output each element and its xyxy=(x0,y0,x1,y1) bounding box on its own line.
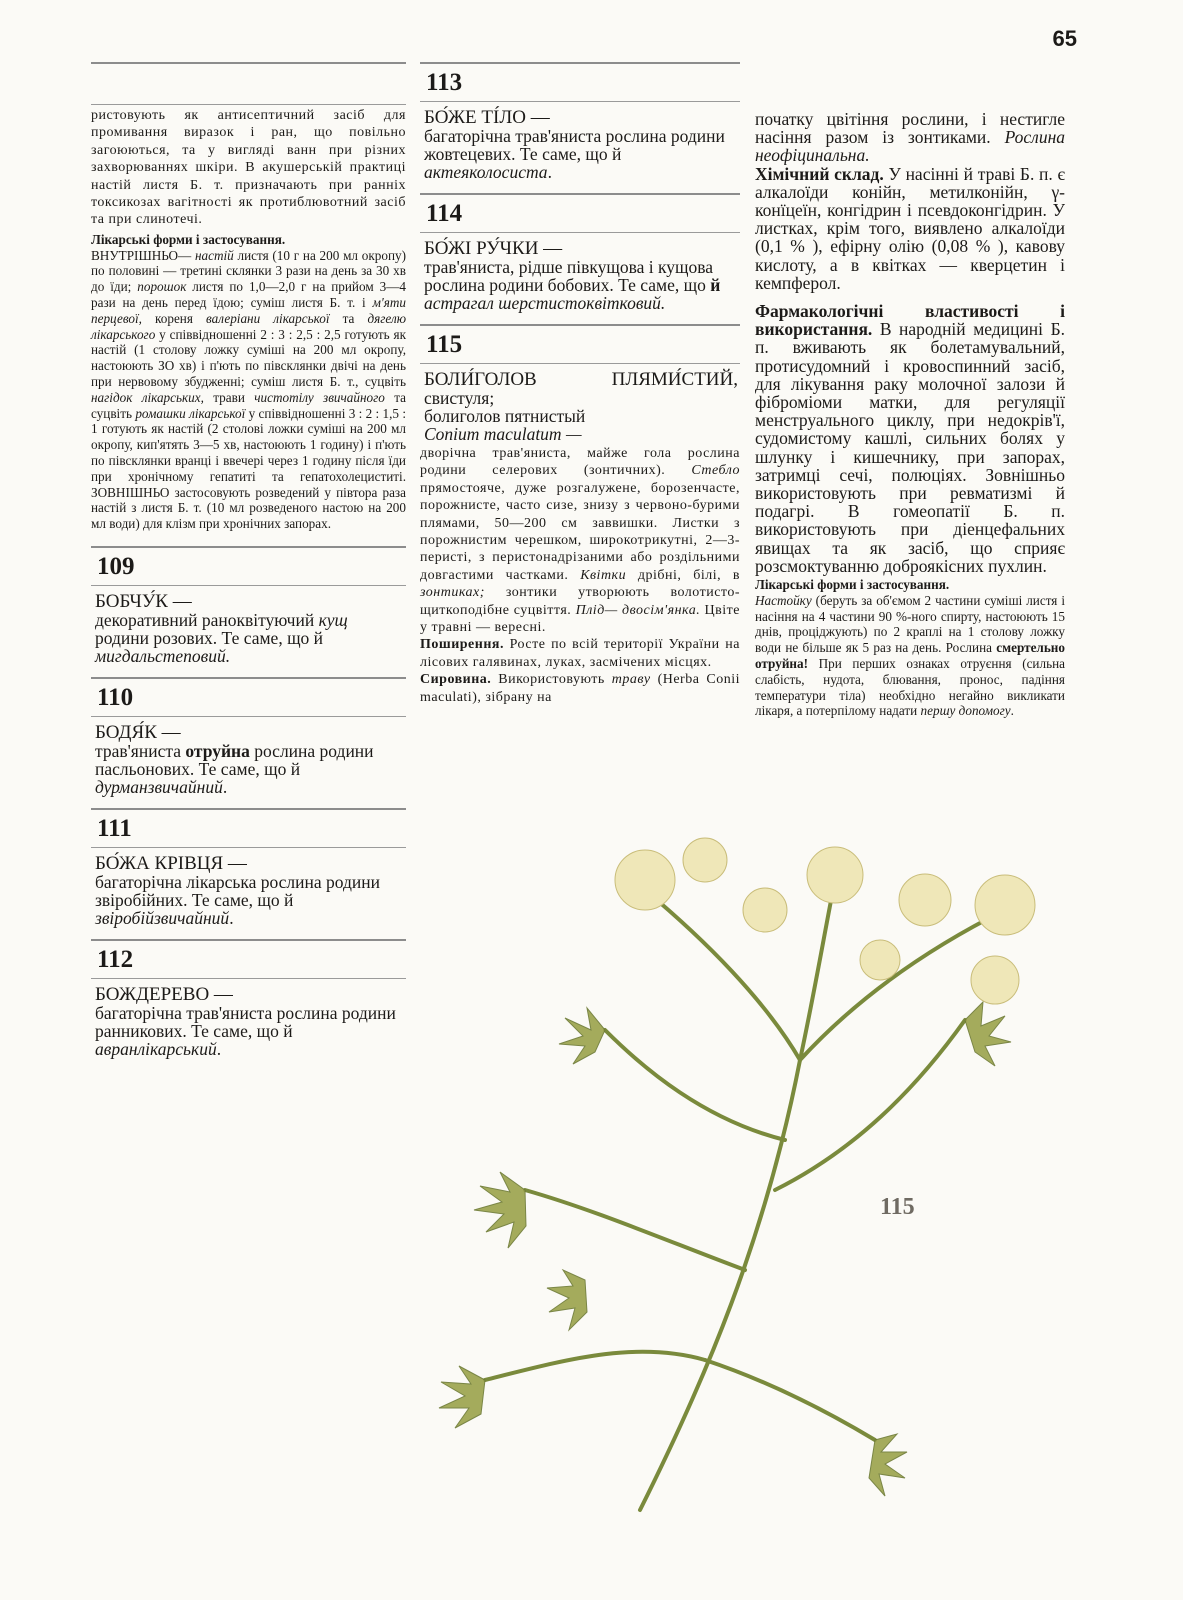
text-run: декоративний раноквітуючий xyxy=(95,609,319,630)
plant-leaves xyxy=(439,1002,1011,1496)
text-run: багаторічна лікарська рослина родини звіробійних. Те саме, що й xyxy=(95,871,381,910)
italic-run: траву xyxy=(611,672,651,688)
text-run: ВНУТРІШНЬО— xyxy=(91,247,195,263)
entry-number: 111 xyxy=(97,814,132,842)
text-run: . xyxy=(216,1038,222,1059)
column-middle xyxy=(420,62,740,718)
entry-114 xyxy=(420,195,740,312)
entry-definition xyxy=(424,127,740,181)
chemistry-title: Хімічний склад. xyxy=(755,163,884,184)
entry-rule xyxy=(91,847,406,848)
italic-run: чистотілу звичайного xyxy=(254,389,385,405)
entries-list xyxy=(91,548,406,1058)
forms-title: Лікарські форми і застосування. xyxy=(91,231,286,247)
text-run: трав'яниста, рідше півкущова і кущова рослина родини бобових. Те саме, що xyxy=(424,257,714,295)
text-run: листя (10 г на 200 мл окропу) по половині — третині склянки 3 рази на день за 30 хв до їди; xyxy=(91,247,406,295)
text-run: дворічна трав'яниста, майже гола рослина родини селерових (зонтичних). xyxy=(420,446,740,479)
italic-run: настій xyxy=(194,247,234,263)
italic-run: Настойку xyxy=(755,592,812,608)
column-left xyxy=(91,62,406,1070)
entry-number: 112 xyxy=(97,945,134,973)
italic-run: актеяколосиста xyxy=(424,162,548,182)
entry-headword: БОДЯ́К — xyxy=(95,721,181,743)
text-run: Використовують xyxy=(491,672,612,688)
forms-text xyxy=(91,248,406,532)
text-run: рослина родини пасльонових. Те саме, що й xyxy=(95,740,374,779)
entry-number: 114 xyxy=(426,200,463,227)
plant-stems xyxy=(485,880,1005,1510)
italic-run: валеріани лікарської xyxy=(206,310,330,326)
entry-112 xyxy=(91,941,406,1058)
entry-110 xyxy=(91,679,406,796)
page-number: 65 xyxy=(1052,26,1077,51)
continued-paragraph xyxy=(755,110,1065,165)
text-run: листя по 1,0—2,0 г на прийом 3—4 рази на день перед їдою; суміш листя Б. т. і xyxy=(91,279,406,311)
text-run: (беруть за об'ємом 2 частини суміші листя і насіння на 4 частини 90 %-ного спирту, настоюють 15 днів, проціджують) по 2 краплі на 1 столову ложку води не більше як 5 раз на день. Рослина xyxy=(755,592,1065,656)
entry-number: 113 xyxy=(426,69,463,96)
entry-113 xyxy=(420,64,740,181)
italic-run: ромашки лікарської xyxy=(135,405,246,421)
italic-run: звіробійзвичайний xyxy=(95,907,230,928)
italic-run: астрагал шерстистоквітковий. xyxy=(424,293,666,313)
entry-definition xyxy=(95,611,406,665)
plate-number: 115 xyxy=(880,1194,915,1220)
entry-headword: БОЖДЕРЕВО — xyxy=(95,983,233,1005)
entry-definition xyxy=(95,873,406,927)
text-run: багаторічна трав'яниста рослина родини жовтецевих. Те саме, що й xyxy=(424,126,725,164)
pharmacology-title: Фармакологічні властивості і використання. xyxy=(755,301,1065,340)
entry-rule xyxy=(91,716,406,717)
entry-115 xyxy=(420,326,740,706)
italic-run: дягелю лікарського xyxy=(91,310,407,342)
entry-rule xyxy=(420,101,740,102)
hemlock-illustration xyxy=(405,820,1085,1520)
entry-headword: БО́ЖЕ ТІ́ЛО — xyxy=(424,107,550,128)
column-top-rule xyxy=(91,62,406,64)
italic-run: першу допомогу xyxy=(920,703,1011,719)
raw-title: Сировина. xyxy=(420,672,492,688)
text-run: у співвідношенні 3 : 2 : 1,5 : 1 готують як настій (2 столові ложки суміші на 200 мл окропу, кип'ятять 3—5 хв, настоюють 1 годину) і п'ють по півсклянки вранці і ввечері через 1 годину після їди при хронічному гепатиті та гепатохолециститі. ЗОВНІШНЬО застосовують розведений у півтора раза настій з листя Б. т. (10 мл розведеного настою на 200 мл води) для клізм при хронічних запорах. xyxy=(91,405,406,532)
entry-definition xyxy=(95,742,406,796)
entry-number: 115 xyxy=(426,331,463,358)
bold-run: смертельно отруйна! xyxy=(755,640,1065,672)
italic-run: Рослина неофіцинальна. xyxy=(755,127,1065,166)
entry-synonym-ru: болиголов пятнистый xyxy=(424,406,586,426)
pharmacology-paragraph xyxy=(755,302,1065,575)
text-run: (Herba Conii maculati), зібрану на xyxy=(420,672,740,705)
text-run: При перших ознаках отруєння (сильна слабість, нудота, блювання, пронос, падіння температури тіла) необхідно негайно викликати лікаря, а потерпілому надати xyxy=(755,656,1065,719)
entry-111 xyxy=(91,810,406,927)
text-run: родини розових. Те саме, що й xyxy=(95,627,324,648)
entry-headword: БОБЧУ́К — xyxy=(95,590,192,612)
italic-run: зонтиках; xyxy=(420,585,485,601)
text-run: та xyxy=(329,310,368,326)
column-right xyxy=(755,110,1065,719)
entry-rule xyxy=(91,585,406,586)
text-run: трав'яниста xyxy=(95,740,186,761)
italic-run: м'яти перцевої, xyxy=(91,295,406,326)
entry-definition xyxy=(95,1004,406,1058)
entry-synonym-ua: свистуля; xyxy=(424,388,495,408)
bold-run: отруйна xyxy=(185,740,250,761)
chemistry-text: У насінні й траві Б. п. є алкалоїди конійн, метилконійн, γ-конїцеїн, конгідрин і псевдоконгідрин. У листках, крім того, виявлено алкалоїди (0,1 % ), ефірну олію (0,08 % ), кавову кислоту, а в квітках — кверцетин і кемпферол. xyxy=(755,163,1066,293)
text-run: та суцвіть xyxy=(91,389,406,421)
text-run: дрібні, білі, в xyxy=(626,567,740,583)
text-run: . xyxy=(229,907,234,928)
forms-text xyxy=(755,593,1065,719)
pharmacology-text: В народній медицині Б. п. вживають як болетамувальний, протисудомний і кровоспинний засіб, для лікування раку молочної залози й фіброміоми матки, для регуляції менструального циклу, при недокрів'ї, судомистому кашлі, сильних болях у шлунку і кишечнику, при запорах, затримці сечі, полюціях. Зовнішньо використовують при ревматизмі й подагрі. В гомеопатії Б. п. використовують при діенцефальних явищах та як засіб, що сприяє розсмоктуванню доброякісних пухлин. xyxy=(755,319,1065,576)
entry-number: 110 xyxy=(97,683,134,711)
column-top-rule xyxy=(91,104,406,105)
bold-run: й xyxy=(710,275,721,295)
text-run: зонтики утворюють волотисто-щиткоподібне суцвіття. xyxy=(420,585,740,618)
entry-109 xyxy=(91,548,406,665)
text-run: . xyxy=(222,776,228,797)
entry-headword: БО́ЖА КРІВЦЯ — xyxy=(95,852,247,874)
entry-rule xyxy=(91,978,406,979)
entry-number: 109 xyxy=(97,552,135,580)
entry-definition xyxy=(424,258,740,312)
entry-description xyxy=(420,445,740,636)
text-run: багаторічна трав'яниста рослина родини ранникових. Те саме, що й xyxy=(95,1002,396,1041)
continued-paragraph: ристовують як антисептичний засіб для промивання виразок і ран, що повільно загоюються, та у вигляді ванн при різних захворюваннях шкіри. В акушерській практиці настій листя Б. т. призначають при ранніх токсикозах вагітності як протиблювотний засіб та при слинотечі. xyxy=(91,108,406,228)
italic-run: мигдальстеповий. xyxy=(95,645,231,666)
italic-run: кущ xyxy=(318,609,348,630)
raw-paragraph xyxy=(420,671,740,706)
italic-run: дурманзвичайний xyxy=(95,776,223,797)
text-run: у співвідношенні 2 : 3 : 2,5 : 2,5 готують як настій (1 столову ложку суміші на 200 мл окропу, настоюють ЗО хв) і п'ють по півсклянки двічі на день при нервовому збудженні; суміш листя Б. т., суцвіть xyxy=(91,326,406,390)
italic-run: Квітки xyxy=(580,567,627,583)
text-run: . xyxy=(1010,703,1014,719)
entry-headword: БОЛИ́ГОЛОВ ПЛЯМИ́СТИЙ, xyxy=(424,369,738,390)
entry-headword: БО́ЖІ РУ́ЧКИ — xyxy=(424,238,563,259)
entry-rule xyxy=(420,232,740,233)
text-run: Цвіте у травні — вересні. xyxy=(420,602,740,636)
italic-run: Стебло xyxy=(691,463,740,479)
spread-title: Поширення. xyxy=(420,637,504,653)
chemistry-paragraph xyxy=(755,165,1065,292)
text-run: кореня xyxy=(141,310,207,326)
italic-run: нагідок лікарських, xyxy=(91,389,204,405)
entry-latin-name: Conium maculatum — xyxy=(424,424,582,444)
text-run: початку цвітіння рослини, і нестигле насіння разом із зонтиками. xyxy=(755,109,1065,148)
spread-text: Росте по всій території України на лісових галявинах, луках, засмічених місцях. xyxy=(420,637,740,670)
text-run: трави xyxy=(203,389,255,405)
italic-run: порошок xyxy=(137,279,187,295)
italic-run: Плід— двосім'янка. xyxy=(575,602,701,618)
spread-paragraph xyxy=(420,636,740,671)
italic-run: авранлікарський xyxy=(95,1038,217,1059)
entry-rule xyxy=(420,363,740,364)
forms-title: Лікарські форми і застосування. xyxy=(755,577,950,593)
text-run: прямостояче, дуже розгалужене, борозенчасте, порожнисте, часто сизе, знизу з червоно-бурими плямами, 50—200 см заввишки. Листки з порожнистим черешком, широкотрикутні, 2—3-перисті, з перистонадрізаними або роздільними довгастими частками. xyxy=(420,480,740,583)
text-run: . xyxy=(547,162,552,182)
